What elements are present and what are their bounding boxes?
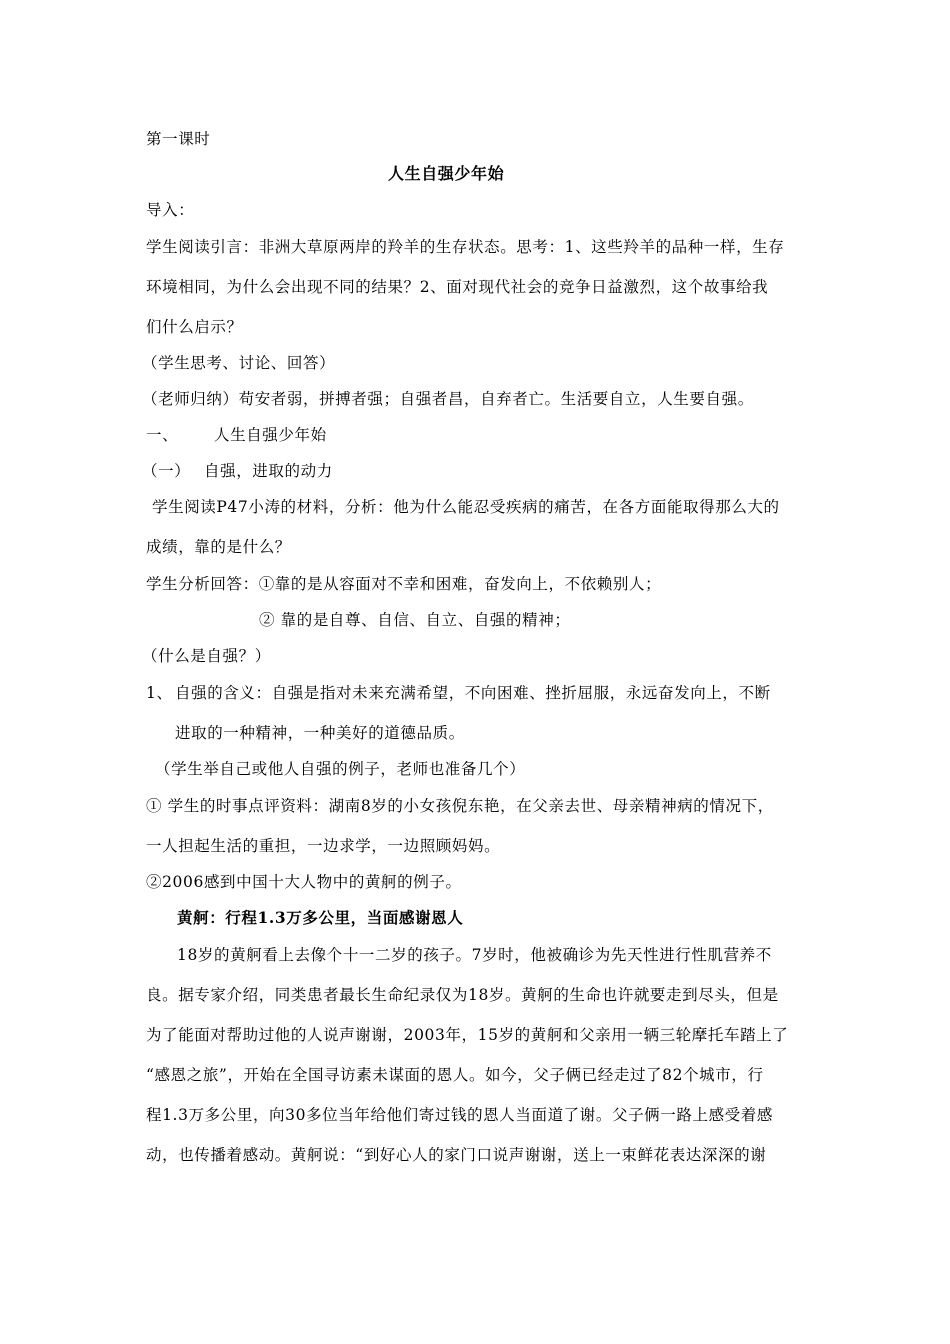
section-1-number: 一、 [146,426,179,444]
reading-line-2: 成绩，靠的是什么？ [146,538,291,556]
answer-line-1: 学生分析回答：①靠的是从容面对不幸和困难，奋发向上，不依赖别人； [146,575,662,593]
intro-line-1: 学生阅读引言：非洲大草原两岸的羚羊的生存状态。思考：1、这些羚羊的品种一样，生存 [146,238,785,256]
example-1-line-2: 一人担起生活的重担，一边求学，一边照顾妈妈。 [146,837,501,855]
story-line-6: 动，也传播着感动。黄舸说：“到好心人的家门口说声谢谢，送上一束鲜花表达深深的谢 [146,1146,767,1164]
subsection-1-heading: 自强，进取的动力 [204,462,333,480]
story-line-5: 程1.3万多公里，向30多位当年给他们寄过钱的恩人当面道了谢。父子俩一路上感受着感 [146,1106,773,1124]
page-title: 人生自强少年始 [388,164,505,183]
intro-heading: 导入： [146,201,195,219]
story-line-3: 为了能面对帮助过他的人说声谢谢，2003年，15岁的黄舸和父亲用一辆三轮摩托车踏上了 [146,1026,789,1044]
subsection-1-number: （一） [142,462,191,480]
lesson-label: 第一课时 [146,130,211,148]
reading-line-1: 学生阅读P47小涛的材料，分析：他为什么能忍受疾病的痛苦，在各方面能取得那么大的 [152,498,780,516]
intro-line-3: 们什么启示？ [146,318,243,336]
intro-summary: （老师归纳）苟安者弱，拼搏者强；自强者昌，自弃者亡。生活要自立，人生要自强。 [142,390,754,408]
example-1-line-1: ① 学生的时事点评资料：湖南8岁的小女孩倪东艳，在父亲去世、母亲精神病的情况下， [146,797,774,815]
story-line-2: 良。据专家介绍，同类患者最长生命纪录仅为18岁。黄舸的生命也许就要走到尽头，但是 [146,986,779,1004]
definition-number: 1、 [146,684,173,702]
section-1-heading: 人生自强少年始 [214,426,327,444]
definition-line-2: 进取的一种精神，一种美好的道德品质。 [175,724,465,742]
story-line-1: 18岁的黄舸看上去像个十一二岁的孩子。7岁时，他被确诊为先天性进行性肌营养不 [177,946,772,964]
answer-line-2: ② 靠的是自尊、自信、自立、自强的精神； [259,611,571,629]
example-2: ②2006感到中国十大人物中的黄舸的例子。 [146,873,462,891]
intro-line-2: 环境相同，为什么会出现不同的结果？2、面对现代社会的竞争日益激烈，这个故事给我 [146,278,769,296]
story-line-4: “感恩之旅”，开始在全国寻访素未谋面的恩人。如今，父子俩已经走过了82个城市，行 [146,1066,764,1084]
question-text: （什么是自强？） [142,647,271,665]
definition-line-1: 自强的含义：自强是指对未来充满希望，不向困难、挫折屈服，永远奋发向上，不断 [175,684,771,702]
story-heading: 黄舸：行程1.3万多公里，当面感谢恩人 [177,908,464,927]
examples-note: （学生举自己或他人自强的例子，老师也准备几个） [155,760,526,778]
intro-discussion: （学生思考、讨论、回答） [142,354,336,372]
